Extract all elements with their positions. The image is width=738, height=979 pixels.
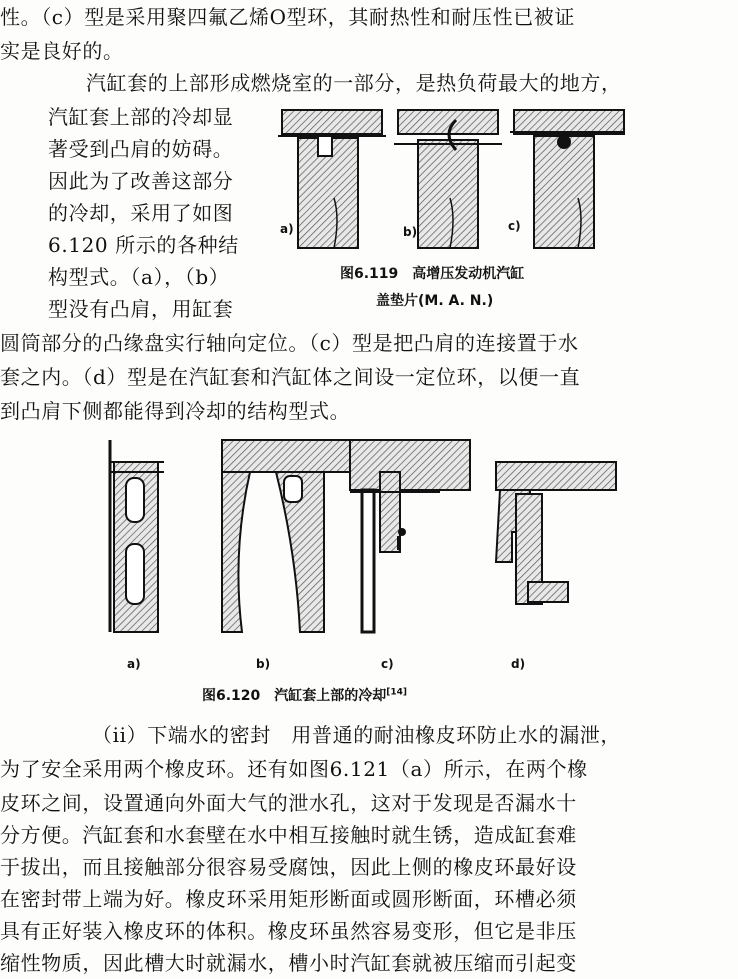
text-line-1: 性。（c）型是采用聚四氟乙烯O型环，其耐热性和耐压性已被证 <box>0 5 575 29</box>
side-line-7: 型没有凸肩，用缸套 <box>48 297 234 321</box>
figure-6-119 <box>278 98 628 258</box>
fig120-label-c: c) <box>381 657 394 671</box>
fig120-caption <box>202 685 407 705</box>
fig120-label-d: d) <box>511 657 526 671</box>
text-line-8: 为了安全采用两个橡皮环。还有如图6.121（a）所示，在两个橡 <box>0 757 588 781</box>
fig119-caption-1: 图6.119 高增压发动机汽缸 <box>340 266 525 282</box>
fig119-label-a: a) <box>280 222 294 236</box>
text-line-6: 到凸肩下侧都能得到冷却的结构型式。 <box>0 399 351 423</box>
fig120-panel-d <box>496 462 616 604</box>
text-line-12: 在密封带上端为好。橡皮环采用矩形断面或圆形断面，环槽必须 <box>0 887 577 911</box>
fig119-panel-c <box>510 110 624 248</box>
fig119-label-c: c) <box>508 219 521 233</box>
fig119-label-b: b) <box>403 225 418 239</box>
text-line-10: 分方便。汽缸套和水套壁在水中相互接触时就生锈，造成缸套难 <box>0 823 577 847</box>
side-line-5: 6.120 所示的各种结 <box>48 233 239 257</box>
fig120-panel-a <box>110 440 164 632</box>
text-line-4: 圆筒部分的凸缘盘实行轴向定位。（c）型是把凸肩的连接置于水 <box>0 331 579 355</box>
fig119-caption-2: 盖垫片(M. A. N.) <box>376 293 494 309</box>
text-line-2: 实是良好的。 <box>0 39 124 63</box>
fig120-label-a: a) <box>127 657 141 671</box>
side-line-6: 构型式。（a），（b） <box>48 265 230 289</box>
fig120-caption-text: 图6.120 汽缸套上部的冷却 <box>202 688 387 704</box>
text-line-9: 皮环之间，设置通向外面大气的泄水孔，这对于发现是否漏水十 <box>0 791 577 815</box>
side-line-3: 因此为了改善这部分 <box>48 169 234 193</box>
fig120-panel-c <box>350 440 470 632</box>
fig120-panel-b <box>222 440 362 632</box>
side-line-4: 的冷却，采用了如图 <box>48 201 234 225</box>
text-line-14: 缩性物质，因此槽大时就漏水，槽小时汽缸套就被压缩而引起变 <box>0 951 577 975</box>
fig119-panel-a <box>278 110 386 248</box>
fig120-label-b: b) <box>256 657 271 671</box>
text-line-7: （ii）下端水的密封 用普通的耐油橡皮环防止水的漏泄， <box>92 723 621 747</box>
text-line-13: 具有正好装入橡皮环的体积。橡皮环虽然容易变形，但它是非压 <box>0 919 577 943</box>
text-line-3: 汽缸套的上部形成燃烧室的一部分，是热负荷最大的地方， <box>86 71 622 95</box>
figure-6-120 <box>100 432 620 642</box>
text-line-11: 于拔出，而且接触部分很容易受腐蚀，因此上侧的橡皮环最好设 <box>0 855 577 879</box>
text-line-5: 套之内。（d）型是在汽缸套和汽缸体之间设一定位环，以便一直 <box>0 365 581 389</box>
side-line-2: 著受到凸肩的妨碍。 <box>48 137 234 161</box>
side-line-1: 汽缸套上部的冷却显 <box>48 105 234 129</box>
fig120-reference: [14] <box>386 687 408 698</box>
